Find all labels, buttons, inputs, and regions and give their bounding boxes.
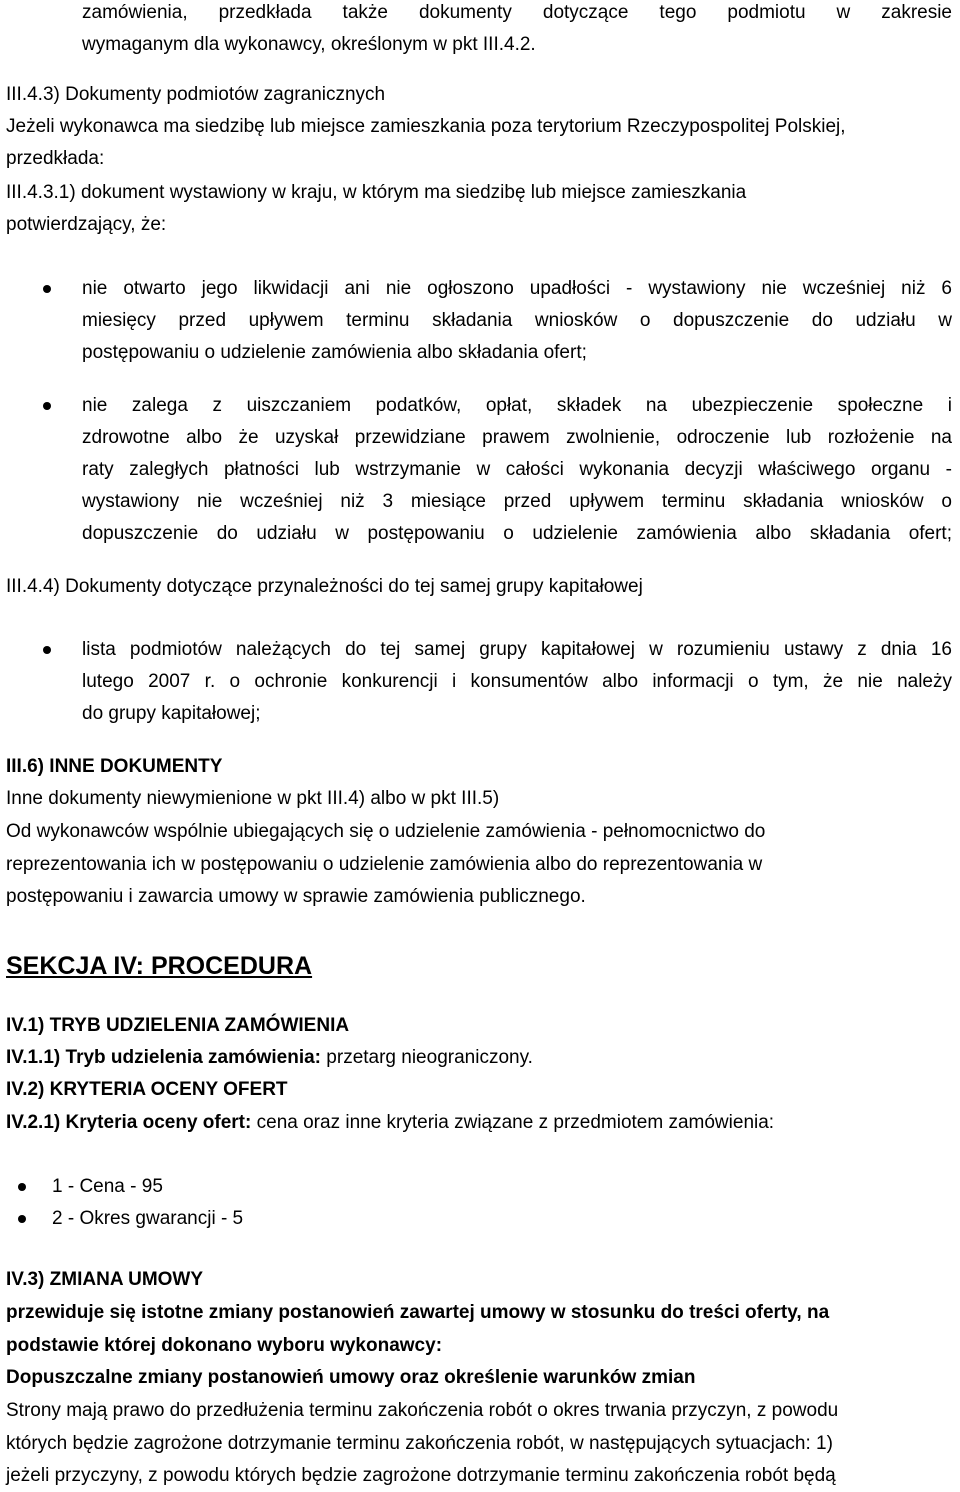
paragraph-line: których będzie zagrożone dotrzymanie terminu zakończenia robót, w następujących sytuacjach: 1) [6,1433,833,1454]
paragraph-line: reprezentowania ich w postępowaniu o udzielenie zamówienia albo do reprezentowania w [6,854,763,875]
paragraph-line: jeżeli przyczyny, z powodu których będzie zagrożone dotrzymanie terminu zakończenia robót będą [6,1465,836,1486]
paragraph-line: Od wykonawców wspólnie ubiegających się o udzielenie zamówienia - pełnomocnictwo do [6,821,766,842]
subsection-heading-IV-3: IV.3) ZMIANA UMOWY [6,1269,204,1290]
bold-paragraph-line: podstawie której dokonano wyboru wykonawcy: [6,1335,443,1356]
paragraph-line: Inne dokumenty niewymienione w pkt III.4) albo w pkt III.5) [6,788,500,809]
paragraph-line: Jeżeli wykonawca ma siedzibę lub miejsce zamieszkania poza terytorium Rzeczypospolitej Polskiej, [6,116,846,137]
subsection-heading-IV-1: IV.1) TRYB UDZIELENIA ZAMÓWIENIA [6,1015,350,1036]
bullet-icon [43,285,51,293]
bullet-icon [43,402,51,410]
list-item-line: postępowaniu o udzielenie zamówienia albo składania ofert; [82,342,587,363]
paragraph-line: potwierdzający, że: [6,214,167,235]
field-label: IV.2.1) Kryteria oceny ofert: [6,1112,252,1133]
section-heading-III-6: III.6) INNE DOKUMENTY [6,756,223,777]
list-item-line: miesięcy przed upływem terminu składania wniosków o dopuszczenie do udziału w [82,310,952,331]
list-item-line: lista podmiotów należących do tej samej grupy kapitałowej w rozumieniu ustawy z dnia 16 [82,639,952,660]
criteria-item: 2 - Okres gwarancji - 5 [52,1208,244,1229]
list-item-line: lutego 2007 r. o ochronie konkurencji i konsumentów albo informacji o tym, że nie należy [82,671,952,692]
paragraph-line: przedkłada: [6,148,105,169]
field-IV-1-1 [6,1042,533,1074]
bold-paragraph-line: przewiduje się istotne zmiany postanowień zawartej umowy w stosunku do treści oferty, na [6,1302,830,1323]
list-item-line: do grupy kapitałowej; [82,703,261,724]
continuation-line: zamówienia, przedkłada także dokumenty dotyczące tego podmiotu w zakresie [82,2,952,23]
criteria-item: 1 - Cena - 95 [52,1176,163,1197]
field-IV-2-1 [6,1107,774,1139]
paragraph-line: Strony mają prawo do przedłużenia terminu zakończenia robót o okres trwania przyczyn, z powodu [6,1400,839,1421]
field-value: cena oraz inne kryteria związane z przedmiotem zamówienia: [251,1112,775,1133]
bullet-icon [18,1183,26,1191]
list-item-line: nie zalega z uiszczaniem podatków, opłat, składek na ubezpieczenie społeczne i [82,395,952,416]
bullet-icon [18,1215,26,1223]
field-value: przetarg nieograniczony. [321,1047,533,1068]
subsection-heading-IV-2: IV.2) KRYTERIA OCENY OFERT [6,1079,288,1100]
list-item-line: wystawiony nie wcześniej niż 3 miesiące przed upływem terminu składania wniosków o [82,491,952,512]
list-item-line: raty zaległych płatności lub wstrzymanie w całości wykonania decyzji właściwego organu - [82,459,952,480]
continuation-line: wymaganym dla wykonawcy, określonym w pkt III.4.2. [82,34,536,55]
section-title-IV: SEKCJA IV: PROCEDURA [6,952,313,980]
list-item-line: nie otwarto jego likwidacji ani nie ogłoszono upadłości - wystawiony nie wcześniej niż 6 [82,278,952,299]
list-item-line: dopuszczenie do udziału w postępowaniu o udzielenie zamówienia albo składania ofert; [82,523,952,544]
paragraph-line: postępowaniu i zawarcia umowy w sprawie zamówienia publicznego. [6,886,586,907]
bold-paragraph-line: Dopuszczalne zmiany postanowień umowy oraz określenie warunków zmian [6,1367,696,1388]
list-item-line: zdrowotne albo że uzyskał przewidziane prawem zwolnienie, odroczenie lub rozłożenie na [82,427,952,448]
section-heading-III-4-3: III.4.3) Dokumenty podmiotów zagranicznych [6,84,386,105]
subsection-III-4-3-1: III.4.3.1) dokument wystawiony w kraju, w którym ma siedzibę lub miejsce zamieszkania [6,182,747,203]
field-label: IV.1.1) Tryb udzielenia zamówienia: [6,1047,322,1068]
section-heading-III-4-4: III.4.4) Dokumenty dotyczące przynależności do tej samej grupy kapitałowej [6,576,643,597]
bullet-icon [43,646,51,654]
